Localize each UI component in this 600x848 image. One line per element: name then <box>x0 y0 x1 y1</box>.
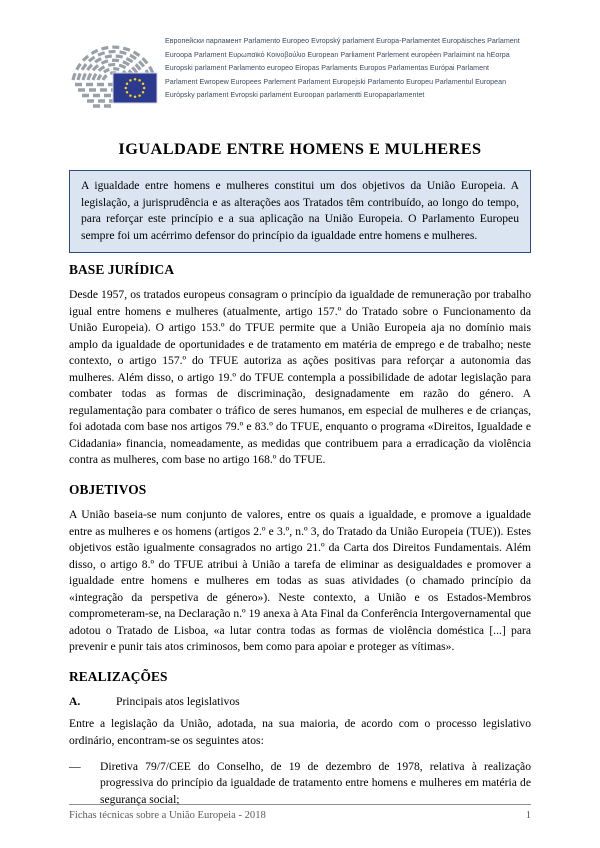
european-parliament-logo <box>69 34 161 110</box>
subsection-intro-paragraph: Entre a legislação da União, adotada, na sua maioria, de acordo com o processo legislativo ordinário, encontram-se os seguintes atos: <box>69 717 531 747</box>
language-line-5: Európsky parlament Evropski parlament Euroopan parlamentti Europaparlamentet <box>165 91 425 100</box>
page-footer <box>69 804 531 821</box>
document-body <box>69 262 531 808</box>
abstract-box <box>69 170 531 253</box>
page-title: IGUALDADE ENTRE HOMENS E MULHERES <box>118 138 482 158</box>
section-objetivos <box>69 482 531 656</box>
footer-page-number: 1 <box>525 810 531 821</box>
list-item <box>69 759 531 809</box>
language-line-3: Europski parlament Parlamento europeo Eiropas Parlaments Europos Parlamentas Európai Parlament <box>165 64 490 73</box>
institution-names-multilingual <box>161 34 531 103</box>
footer-text: Fichas técnicas sobre a União Europeia - 2018 <box>69 810 266 821</box>
section-base-juridica <box>69 262 531 469</box>
list-item-text: Diretiva 79/7/CEE do Conselho, de 19 de dezembro de 1978, relativa à realização progressiva do princípio da igualdade de tratamento entre homens e mulheres em matéria de segurança social; <box>100 759 531 806</box>
document-header <box>69 34 531 114</box>
section-heading-base-juridica: BASE JURÍDICA <box>69 262 175 277</box>
section-heading-realizacoes: REALIZAÇÕES <box>69 668 168 684</box>
language-line-2: Euroopa Parlament Ευρωπαϊκό Κοινοβούλιο European Parliament Parlement européen Parlaimint na hEorpa <box>165 50 510 59</box>
section-heading-objetivos: OBJETIVOS <box>69 482 147 498</box>
language-line-4: Parlament Ewropew Europees Parlement Parlament Europejski Parlamento Europeu Parlamentul European <box>165 77 507 86</box>
dash-bullet-icon: — <box>69 759 81 773</box>
section-paragraph: A União baseia-se num conjunto de valores, entre os quais a igualdade, e promove a igualdade entre as mulheres e os homens (artigos 2.º e 3.º, n.º 3, do Tratado da União Europeia (TUE)). Estes objetivos estão igualmente consagrados no artigo 21.º da Carta dos Direitos Fundamentais. Além disso, o artigo 8.º do TFUE atribui à União a tarefa de eliminar as desigualdades e promover a igualdade entre homens e mulheres em todas as suas atividades (o chamado princípio da «integração da perspetiva de género»). Neste contexto, a União e os Estados-Membros comprometeram-se, na Declaração n.º 19 anexa à Ata Final da Conferência Intergovernamental que adotou o Tratado de Lisboa, «a lutar contra todas as formas de violência doméstica [...] para prevenir e punir tais atos criminosos, bem como para apoiar e proteger as vítimas». <box>69 508 531 654</box>
subsection-a <box>69 694 531 711</box>
subsection-letter: A. <box>69 694 81 708</box>
section-realizacoes <box>69 669 531 808</box>
language-line-1: Европейски парламент Parlamento Europeo Evropský parlament Europa-Parlamentet Europäisches Parlament <box>165 37 520 45</box>
section-paragraph: Desde 1957, os tratados europeus consagram o princípio da igualdade de remuneração por trabalho igual entre homens e mulheres (atualmente, artigo 157.º do Tratado sobre o Funcionamento da União Europeia). O artigo 153.º do TFUE permite que a União Europeia aja no domínio mais amplo da igualdade de oportunidades e de tratamento em matéria de emprego e de trabalho; neste contexto, o artigo 157.º do TFUE autoriza as ações positivas para reforçar a autonomia das mulheres. Além disso, o artigo 19.º do TFUE contempla a possibilidade de adotar legislação para combater todas as formas de discriminação, designadamente em razão do género. A regulamentação para combater o tráfico de seres humanos, em especial de mulheres e de crianças, foi adotada com base nos artigos 79.º e 83.º do TFUE, enquanto o programa «Direitos, Igualdade e Cidadania» financia, nomeadamente, as medidas que contribuem para a erradicação da violência contra as mulheres, com base no artigo 168.º do TFUE. <box>69 288 531 467</box>
subsection-label: Principais atos legislativos <box>116 694 240 708</box>
abstract-text: A igualdade entre homens e mulheres constitui um dos objetivos da União Europeia. A legislação, a jurisprudência e as alterações aos Tratados têm contribuído, ao longo do tempo, para reforçar este princípio e a sua aplicação na União Europeia. O Parlamento Europeu sempre foi um acérrimo defensor do princípio da igualdade entre homens e mulheres. <box>81 179 519 242</box>
eu-flag-icon <box>113 73 157 103</box>
